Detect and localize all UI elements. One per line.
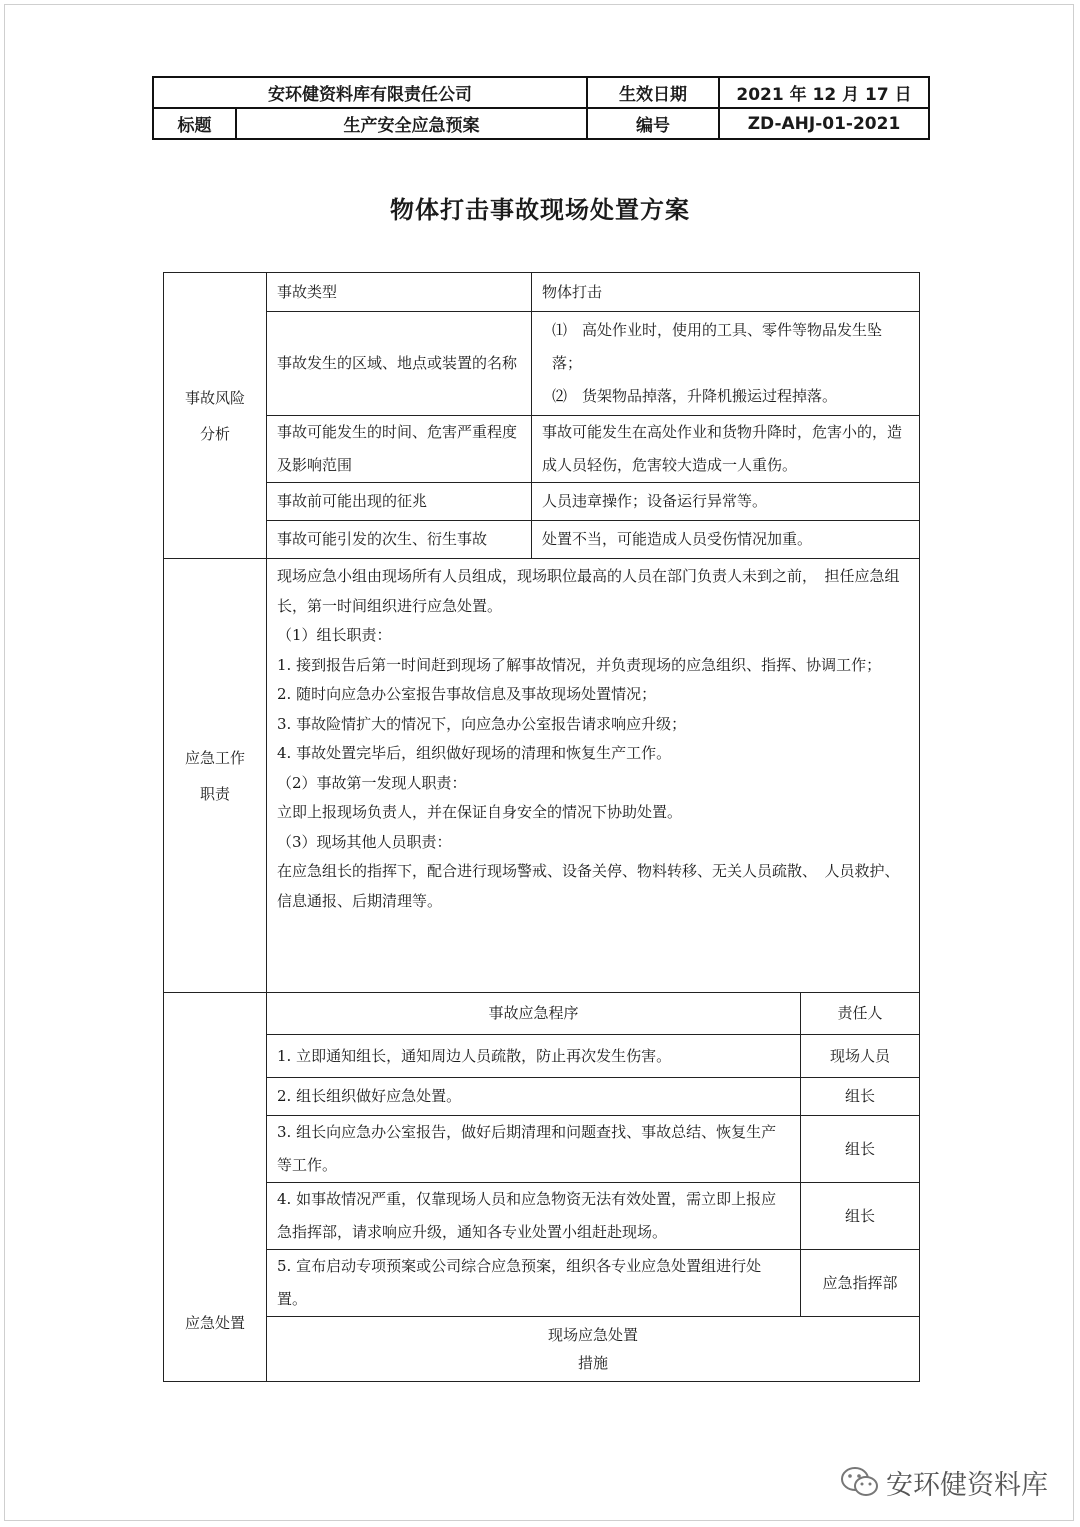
risk-row-value: 事故可能发生在高处作业和货物升降时，危害小的，造成人员轻伤，危害较大造成一人重伤。 xyxy=(532,416,920,483)
procedure-step: 4. 如事故情况严重，仅靠现场人员和应急物资无法有效处置，需立即上报应急指挥部，请求响应升级，通知各专业处置小组赶赴现场。 xyxy=(267,1183,801,1250)
effective-date-label: 生效日期 xyxy=(587,77,719,108)
risk-item: ⑵ 货架物品掉落，升降机搬运过程掉落。 xyxy=(552,387,838,405)
procedure-header: 事故应急程序 xyxy=(267,993,801,1035)
document-header-table xyxy=(152,76,930,140)
risk-row-value: 物体打击 xyxy=(532,273,920,312)
emergency-response-label: 应急处置 xyxy=(164,993,267,1382)
company-name: 安环健资料库有限责任公司 xyxy=(153,77,587,108)
duty-line: 4. 事故处置完毕后，组织做好现场的清理和恢复生产工作。 xyxy=(277,744,672,762)
number-label: 编号 xyxy=(587,108,719,139)
responsible-person: 应急指挥部 xyxy=(801,1250,920,1317)
responsible-header: 责任人 xyxy=(801,993,920,1035)
responsible-person: 组长 xyxy=(801,1116,920,1183)
emergency-duties-label: 应急工作 职责 xyxy=(164,559,267,993)
risk-row-value xyxy=(532,312,920,416)
responsible-person: 组长 xyxy=(801,1183,920,1250)
page-title: 物体打击事故现场处置方案 xyxy=(390,196,690,224)
duty-line: 现场应急小组由现场所有人员组成，现场职位最高的人员在部门负责人未到之前， 担任应急组长，第一时间组织进行应急处置。 xyxy=(277,567,900,615)
procedure-step: 1. 立即通知组长，通知周边人员疏散，防止再次发生伤害。 xyxy=(267,1035,801,1078)
duty-line: 3. 事故险情扩大的情况下，向应急办公室报告请求响应升级； xyxy=(277,714,687,733)
responsible-person: 现场人员 xyxy=(801,1035,920,1078)
watermark-text: 安环健资料库 xyxy=(886,1469,1048,1501)
risk-item: ⑴ 高处作业时，使用的工具、零件等物品发生坠落； xyxy=(552,321,883,372)
wechat-icon xyxy=(840,1465,880,1499)
plan-title: 生产安全应急预案 xyxy=(236,108,587,139)
risk-row-label: 事故发生的区域、地点或装置的名称 xyxy=(267,312,532,416)
disposal-plan-table xyxy=(163,272,920,1382)
duty-line: （3）现场其他人员职责： xyxy=(277,832,452,851)
title-label: 标题 xyxy=(153,108,236,139)
risk-row-label: 事故前可能出现的征兆 xyxy=(267,483,532,521)
procedure-step: 2. 组长组织做好应急处置。 xyxy=(267,1078,801,1116)
risk-row-value: 处置不当，可能造成人员受伤情况加重。 xyxy=(532,521,920,559)
duty-line: 2. 随时向应急办公室报告事故信息及事故现场处置情况； xyxy=(277,685,657,703)
duty-line: 1. 接到报告后第一时间赶到现场了解事故情况，并负责现场的应急组织、指挥、协调工作； xyxy=(277,655,882,674)
risk-row-label: 事故可能发生的时间、危害严重程度及影响范围 xyxy=(267,416,532,483)
onsite-measures-title: 现场应急处置 xyxy=(548,1326,639,1344)
duty-line: （1）组长职责： xyxy=(277,626,392,644)
onsite-measures-subtitle: 措施 xyxy=(578,1354,609,1372)
risk-row-label: 事故类型 xyxy=(267,273,532,312)
effective-date: 2021 年 12 月 17 日 xyxy=(719,77,929,108)
responsible-person: 组长 xyxy=(801,1078,920,1116)
document-number: ZD-AHJ-01-2021 xyxy=(719,108,929,139)
onsite-measures xyxy=(267,1317,920,1382)
watermark xyxy=(840,1462,1048,1502)
duty-line: 在应急组长的指挥下，配合进行现场警戒、设备关停、物料转移、无关人员疏散、 人员救护、信息通报、后期清理等。 xyxy=(277,862,900,910)
risk-analysis-label: 事故风险 分析 xyxy=(164,273,267,559)
emergency-duties-content xyxy=(267,559,920,993)
duty-line: （2）事故第一发现人职责： xyxy=(277,773,467,792)
risk-row-value: 人员违章操作；设备运行异常等。 xyxy=(532,483,920,521)
duty-line: 立即上报现场负责人，并在保证自身安全的情况下协助处置。 xyxy=(277,803,683,821)
risk-row-label: 事故可能引发的次生、衍生事故 xyxy=(267,521,532,559)
procedure-step: 5. 宣布启动专项预案或公司综合应急预案，组织各专业应急处置组进行处置。 xyxy=(267,1250,801,1317)
procedure-step: 3. 组长向应急办公室报告，做好后期清理和问题查找、事故总结、恢复生产等工作。 xyxy=(267,1116,801,1183)
